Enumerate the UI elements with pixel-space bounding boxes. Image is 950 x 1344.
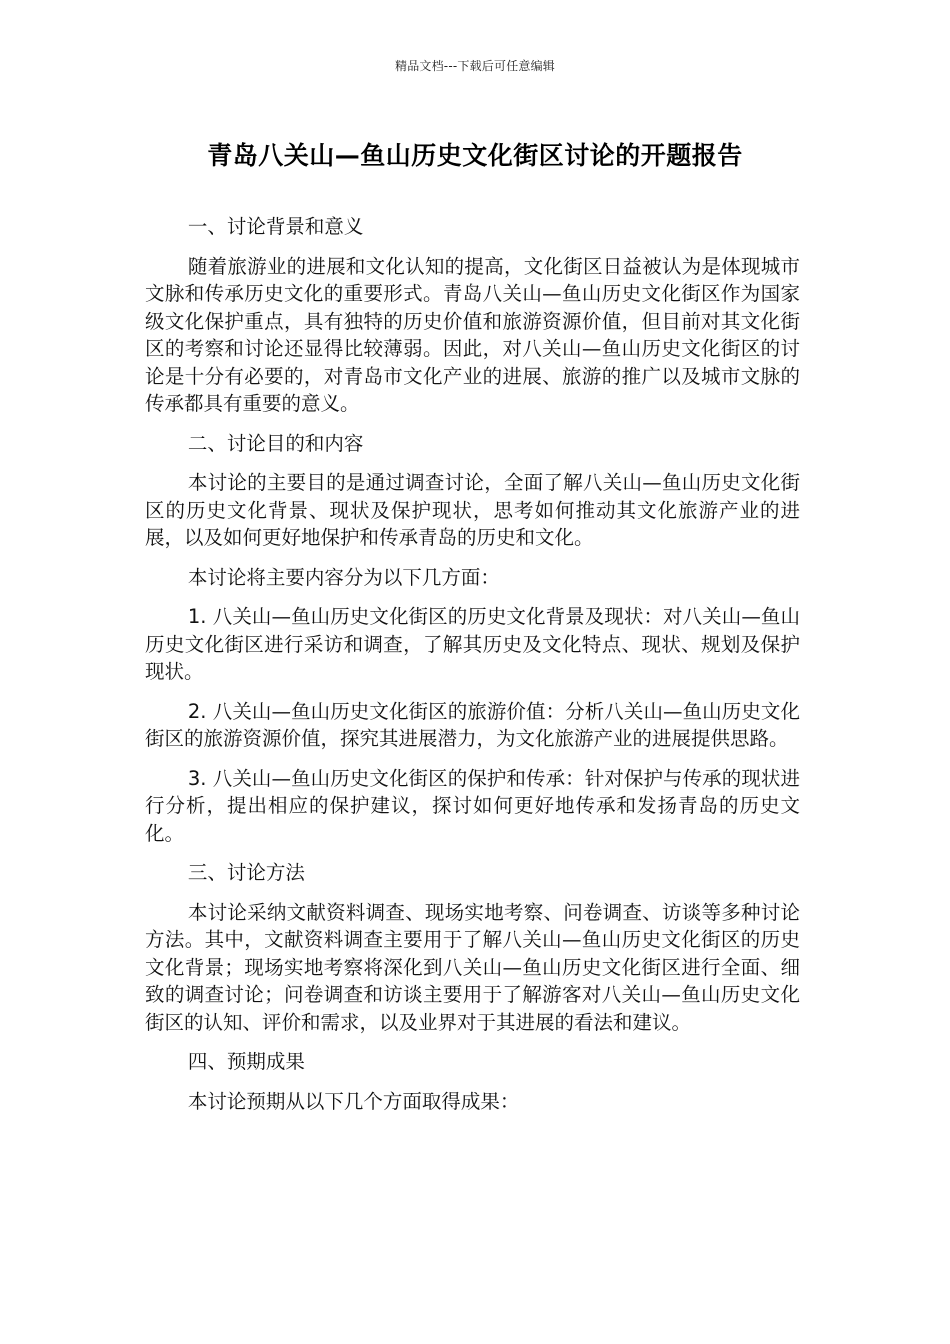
list-item-history: 1. 八关山—鱼山历史文化街区的历史文化背景及现状：对八关山—鱼山历史文化街区进行采访和调查，了解其历史及文化特点、现状、规划及保护现状。 [145,605,800,683]
section-heading-background: 一、讨论背景和意义 [187,215,364,238]
paragraph-methods: 本讨论采纳文献资料调查、现场实地考察、问卷调查、访谈等多种讨论方法。其中，文献资料调查主要用于了解八关山—鱼山历史文化街区的历史文化背景；现场实地考察将深化到八关山—鱼山历史文化街区进行全面、细致的调查讨论；问卷调查和访谈主要用于了解游客对八关山—鱼山历史文化街区的认知、评价和需求，以及业界对于其进展的看法和建议。 [145,900,800,1034]
paragraph-outcomes: 本讨论预期从以下几个方面取得成果： [187,1089,520,1113]
list-item-tourism: 2. 八关山—鱼山历史文化街区的旅游价值：分析八关山—鱼山历史文化街区的旅游资源价值，探究其进展潜力，为文化旅游产业的进展提供思路。 [145,699,800,750]
section-heading-purpose: 二、讨论目的和内容 [187,431,364,455]
section-heading-outcomes: 四、预期成果 [187,1050,305,1073]
paragraph-purpose: 本讨论的主要目的是通过调查讨论，全面了解八关山—鱼山历史文化街区的历史文化背景、现状及保护现状，思考如何推动其文化旅游产业的进展，以及如何更好地保护和传承青岛的历史和文化。 [145,471,800,549]
header-note: 精品文档---下载后可任意编辑 [395,59,555,73]
paragraph-background: 随着旅游业的进展和文化认知的提高，文化街区日益被认为是体现城市文脉和传承历史文化的重要形式。青岛八关山—鱼山历史文化街区作为国家级文化保护重点，具有独特的历史价值和旅游资源价值，但目前对其文化街区的考察和讨论还显得比较薄弱。因此，对八关山—鱼山历史文化街区的讨论是十分有必要的，对青岛市文化产业的进展、旅游的推广以及城市文脉的传承都具有重要的意义。 [145,254,800,415]
document-title: 青岛八关山—鱼山历史文化街区讨论的开题报告 [207,141,743,170]
paragraph-content-intro: 本讨论将主要内容分为以下几方面： [187,565,500,589]
list-item-protection: 3. 八关山—鱼山历史文化街区的保护和传承：针对保护与传承的现状进行分析，提出相应的保护建议，探讨如何更好地传承和发扬青岛的历史文化。 [145,766,800,845]
section-heading-methods: 三、讨论方法 [187,861,305,884]
document-body [145,213,800,1127]
